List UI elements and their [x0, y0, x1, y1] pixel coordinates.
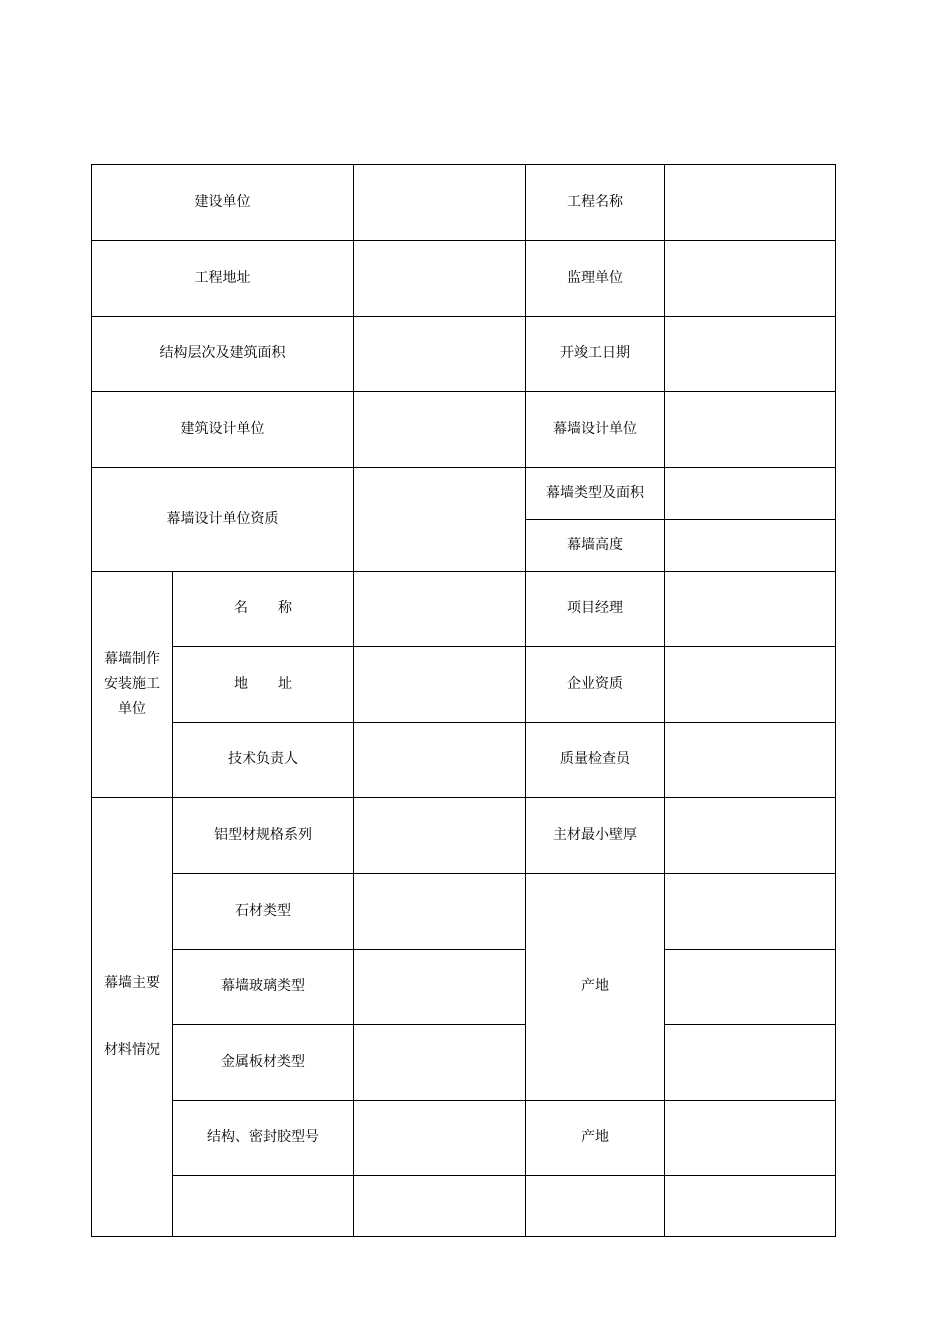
group-install-line3: 单位 [118, 701, 146, 718]
group-materials [92, 798, 173, 1237]
label-client-unit: 建设单位 [92, 165, 354, 241]
label-curtain-type-area: 幕墙类型及面积 [526, 468, 665, 520]
label-min-wall-thickness: 主材最小壁厚 [526, 798, 665, 874]
project-info-form [91, 164, 836, 1237]
value-quality-inspector[interactable] [665, 723, 836, 798]
label-stone-type: 石材类型 [173, 874, 354, 950]
value-origin-metal[interactable] [665, 1025, 836, 1101]
label-install-address [173, 647, 354, 723]
value-project-name[interactable] [665, 165, 836, 241]
value-project-manager[interactable] [665, 572, 836, 647]
label-project-manager: 项目经理 [526, 572, 665, 647]
value-install-name[interactable] [354, 572, 526, 647]
value-glass-type[interactable] [354, 950, 526, 1025]
value-start-end-date[interactable] [665, 317, 836, 392]
group-materials-line2: 材料情况 [104, 1042, 160, 1058]
addr-part1: 地 [234, 675, 248, 692]
value-client-unit[interactable] [354, 165, 526, 241]
label-supervision-unit: 监理单位 [526, 241, 665, 317]
name-part2: 称 [278, 600, 292, 617]
label-aluminum-series: 铝型材规格系列 [173, 798, 354, 874]
value-stone-type[interactable] [354, 874, 526, 950]
value-origin-stone[interactable] [665, 874, 836, 950]
label-project-address: 工程地址 [92, 241, 354, 317]
blank-value-2[interactable] [665, 1176, 836, 1237]
value-project-address[interactable] [354, 241, 526, 317]
value-curtain-height[interactable] [665, 520, 836, 572]
label-enterprise-qualification: 企业资质 [526, 647, 665, 723]
value-min-wall-thickness[interactable] [665, 798, 836, 874]
group-materials-line1: 幕墙主要 [104, 974, 160, 991]
value-install-address[interactable] [354, 647, 526, 723]
blank-value[interactable] [354, 1176, 526, 1237]
label-structure-area: 结构层次及建筑面积 [92, 317, 354, 392]
label-curtain-design-unit: 幕墙设计单位 [526, 392, 665, 468]
label-curtain-design-qualification: 幕墙设计单位资质 [92, 468, 354, 572]
blank-label-2 [526, 1176, 665, 1237]
group-install-line1: 幕墙制作 [104, 650, 160, 667]
label-tech-lead: 技术负责人 [173, 723, 354, 798]
name-part1: 名 [234, 600, 248, 617]
value-origin-glass[interactable] [665, 950, 836, 1025]
label-project-name: 工程名称 [526, 165, 665, 241]
label-origin: 产地 [526, 874, 665, 1101]
group-install-line2: 安装施工 [104, 675, 160, 692]
value-curtain-design-qualification[interactable] [354, 468, 526, 572]
value-enterprise-qualification[interactable] [665, 647, 836, 723]
value-arch-design-unit[interactable] [354, 392, 526, 468]
label-install-name [173, 572, 354, 647]
label-sealant-model: 结构、密封胶型号 [173, 1101, 354, 1176]
value-structure-area[interactable] [354, 317, 526, 392]
label-glass-type: 幕墙玻璃类型 [173, 950, 354, 1025]
group-install-unit [92, 572, 173, 798]
value-origin-sealant[interactable] [665, 1101, 836, 1176]
value-metal-panel-type[interactable] [354, 1025, 526, 1101]
label-start-end-date: 开竣工日期 [526, 317, 665, 392]
value-supervision-unit[interactable] [665, 241, 836, 317]
label-quality-inspector: 质量检查员 [526, 723, 665, 798]
label-metal-panel-type: 金属板材类型 [173, 1025, 354, 1101]
value-aluminum-series[interactable] [354, 798, 526, 874]
value-curtain-type-area[interactable] [665, 468, 836, 520]
label-curtain-height: 幕墙高度 [526, 520, 665, 572]
blank-label [173, 1176, 354, 1237]
value-curtain-design-unit[interactable] [665, 392, 836, 468]
addr-part2: 址 [278, 675, 292, 692]
value-sealant-model[interactable] [354, 1101, 526, 1176]
value-tech-lead[interactable] [354, 723, 526, 798]
label-origin-sealant: 产地 [526, 1101, 665, 1176]
label-arch-design-unit: 建筑设计单位 [92, 392, 354, 468]
